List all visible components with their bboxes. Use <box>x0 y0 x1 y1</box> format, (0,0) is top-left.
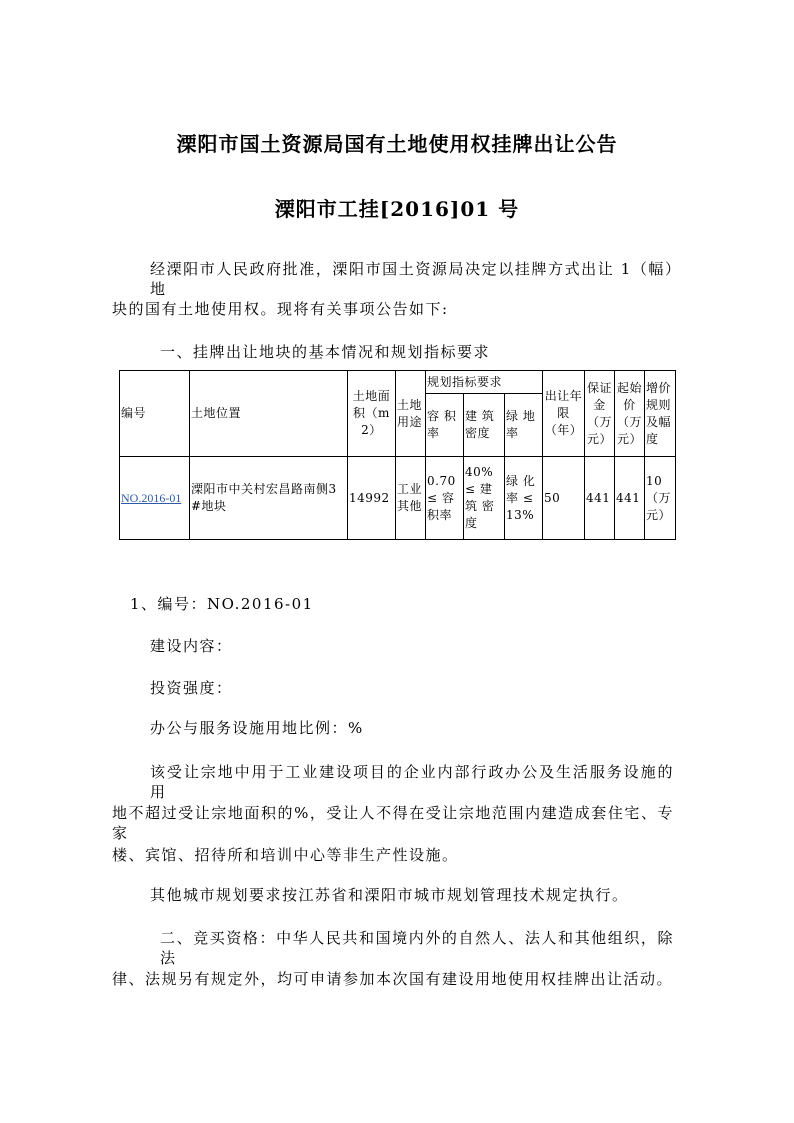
cell-floor-area-ratio: 0.70 ≤ 容 积率 <box>426 457 464 540</box>
investment-intensity: 投资强度： <box>150 679 233 697</box>
header-land-use: 土地用途 <box>396 371 426 457</box>
section-2-line-2: 律、法规另有规定外，均可申请参加本次国有建设用地使用权挂牌出让活动。 <box>112 970 674 988</box>
header-green-ratio: 绿 地率 <box>505 394 543 457</box>
notice-title: 溧阳市国土资源局国有土地使用权挂牌出让公告 <box>176 132 618 156</box>
office-ratio: 办公与服务设施用地比例：% <box>150 719 364 737</box>
header-area: 土地面积（m2） <box>348 371 396 457</box>
item-1-number: 1、编号：NO.2016-01 <box>130 595 314 613</box>
header-planning-requirements: 规划指标要求 <box>426 371 543 394</box>
restriction-paragraph-line-2: 地不超过受让宗地面积的%，受让人不得在受让宗地范围内建造成套住宅、专家 <box>112 804 674 842</box>
intro-paragraph-line-1: 经溧阳市人民政府批准，溧阳市国土资源局决定以挂牌方式出让 1（幅）地 <box>150 260 674 298</box>
cell-plot-number[interactable] <box>120 457 190 540</box>
land-plot-table <box>119 370 676 540</box>
header-location: 土地位置 <box>190 371 348 457</box>
header-building-density: 建 筑密度 <box>464 394 505 457</box>
table-row <box>120 457 676 540</box>
restriction-paragraph-line-3: 楼、宾馆、招待所和培训中心等非生产性设施。 <box>112 846 459 864</box>
header-plot-number: 编号 <box>120 371 190 457</box>
section-2-line-1: 二、竞买资格：中华人民共和国境内外的自然人、法人和其他组织，除法 <box>160 929 674 967</box>
cell-term: 50 <box>543 457 585 540</box>
cell-area: 14992 <box>348 457 396 540</box>
notice-number: 溧阳市工挂[2016]01 号 <box>274 197 520 221</box>
header-floor-area-ratio: 容 积率 <box>426 394 464 457</box>
cell-building-density: 40% ≤ 建 筑 密 度 <box>464 457 505 540</box>
cell-green-ratio: 绿 化率 ≤ 13% <box>505 457 543 540</box>
plot-number-link[interactable]: NO.2016-01 <box>121 490 182 505</box>
header-deposit: 保证金（万元） <box>585 371 615 457</box>
section-1-heading: 一、挂牌出让地块的基本情况和规划指标要求 <box>160 343 491 361</box>
header-start-price: 起始价（万元） <box>615 371 645 457</box>
planning-requirements-paragraph: 其他城市规划要求按江苏省和溧阳市城市规划管理技术规定执行。 <box>150 886 629 904</box>
cell-increment: 10 （万元） <box>645 457 676 540</box>
cell-land-use: 工业其他 <box>396 457 426 540</box>
cell-location: 溧阳市中关村宏昌路南侧3#地块 <box>190 457 348 540</box>
construction-content: 建设内容： <box>150 637 233 655</box>
header-increment-rule: 增价规则及幅度 <box>645 371 676 457</box>
cell-start-price: 441 <box>615 457 645 540</box>
header-term: 出让年限（年） <box>543 371 585 457</box>
cell-deposit: 441 <box>585 457 615 540</box>
intro-paragraph-line-2: 块的国有土地使用权。现将有关事项公告如下: <box>112 300 449 318</box>
restriction-paragraph-line-1: 该受让宗地中用于工业建设项目的企业内部行政办公及生活服务设施的用 <box>150 763 674 801</box>
